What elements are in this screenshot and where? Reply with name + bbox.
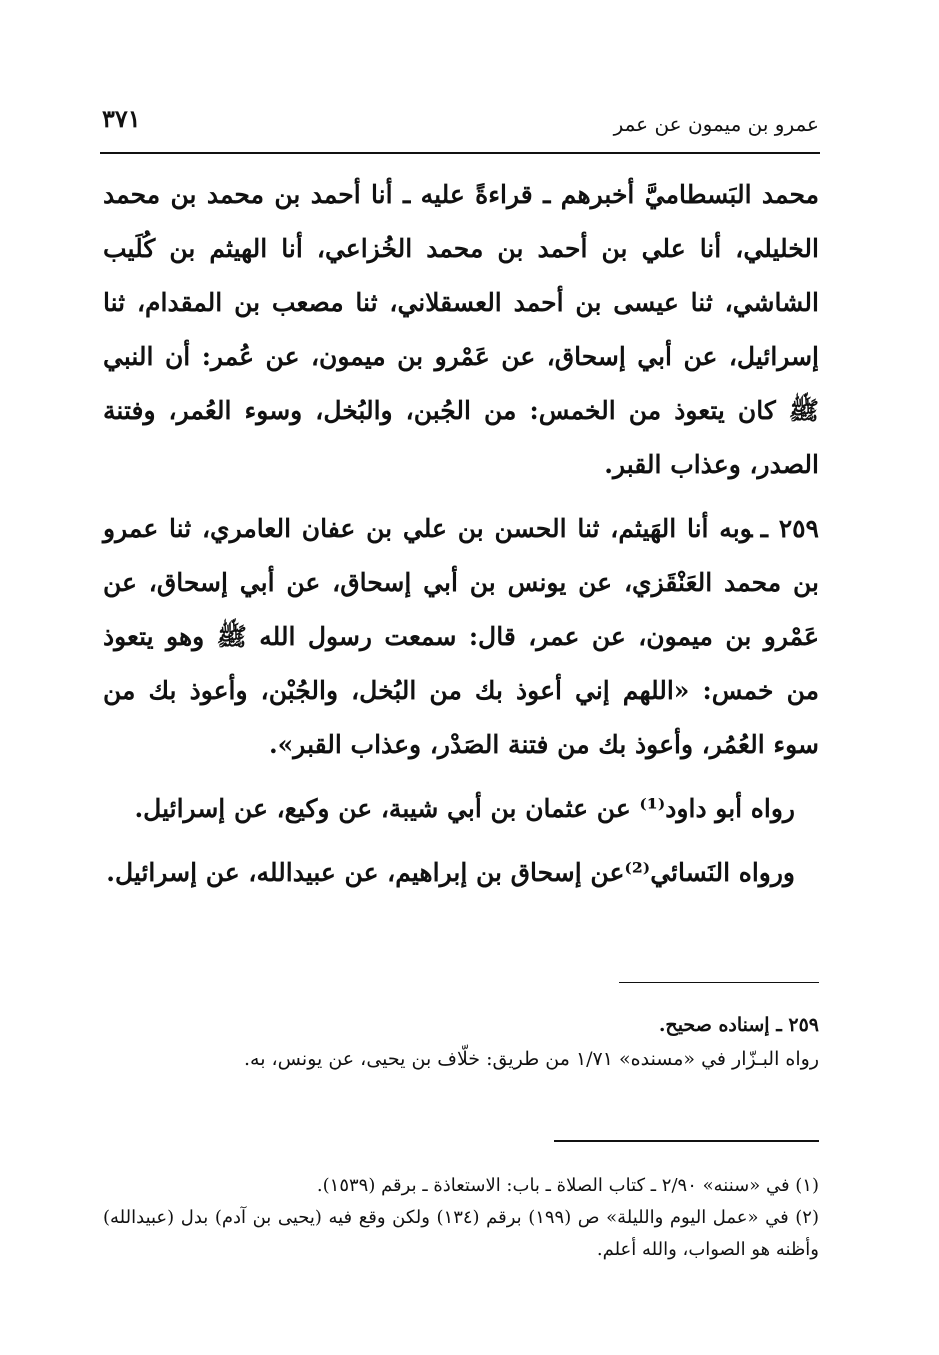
paragraph-abu-dawud: رواه أبو داود⁽¹⁾ عن عثمان بن أبي شيبة، عن وكيع، عن إسرائيل.	[134, 794, 795, 823]
main-text	[103, 168, 819, 900]
section-divider	[619, 982, 819, 983]
footnotes	[103, 1170, 819, 1266]
footnote-2: (٢) في «عمل اليوم والليلة» ص (١٩٩) برقم (١٣٤) ولكن وقع فيه (يحيى بن آدم) بدل (عبيدالله) وأظنه هو الصواب، والله أعلم.	[103, 1207, 819, 1260]
takhrij-heading: ٢٥٩ ـ إسناده صحيح.	[658, 1014, 819, 1036]
takhrij-section	[103, 1008, 819, 1076]
paragraph-isnad: محمد البَسطاميَّ أخبرهم ـ قراءةً عليه ـ أنا أحمد بن محمد بن محمد الخليلي، أنا علي بن أحمد بن محمد الخُزاعي، أنا الهيثم بن كُلَيب الشاشي، ثنا عيسى بن أحمد العسقلاني، ثنا مصعب بن المقدام، ثنا إسرائيل، عن أبي إسحاق، عن عَمْرو بن ميمون، عن عُمر: أن النبي ﷺ كان يتعوذ من الخمس: من الجُبن، والبُخل، وسوء العُمر، وفتنة الصدر، وعذاب القبر.	[103, 180, 819, 479]
header-rule	[100, 152, 820, 154]
takhrij-body: رواه البـزّار في «مسنده» ١/٧١ من طريق: خلّاف بن يحيى، عن يونس، به.	[244, 1048, 819, 1070]
hadith-259-text: وبه أنا الهَيثم، ثنا الحسن بن علي بن عفان العامري، ثنا عمرو بن محمد العَنْقَزي، عن يونس بن أبي إسحاق، عن أبي إسحاق، عن عَمْرو بن ميمون، عن عمر، قال: سمعت رسول الله ﷺ وهو يتعوذ من خمس: «اللهم إني أعوذ بك من البُخل، والجُبْن، وأعوذ بك من سوء العُمُر، وأعوذ بك من فتنة الصَدْر، وعذاب القبر».	[103, 514, 819, 759]
running-head: عمرو بن ميمون عن عمر	[613, 112, 819, 136]
paragraph-hadith-259	[103, 502, 819, 772]
paragraph-nasai: ورواه النَسائي⁽²⁾عن إسحاق بن إبراهيم، عن عبيدالله، عن إسرائيل.	[106, 858, 795, 887]
footnote-1: (١) في «سننه» ٢/٩٠ ـ كتاب الصلاة ـ باب: الاستعاذة ـ برقم (١٥٣٩).	[316, 1175, 819, 1196]
footnote-divider	[554, 1140, 819, 1142]
page-number: ٣٧١	[102, 104, 141, 133]
hadith-number: ٢٥٩ ـ	[760, 514, 819, 543]
